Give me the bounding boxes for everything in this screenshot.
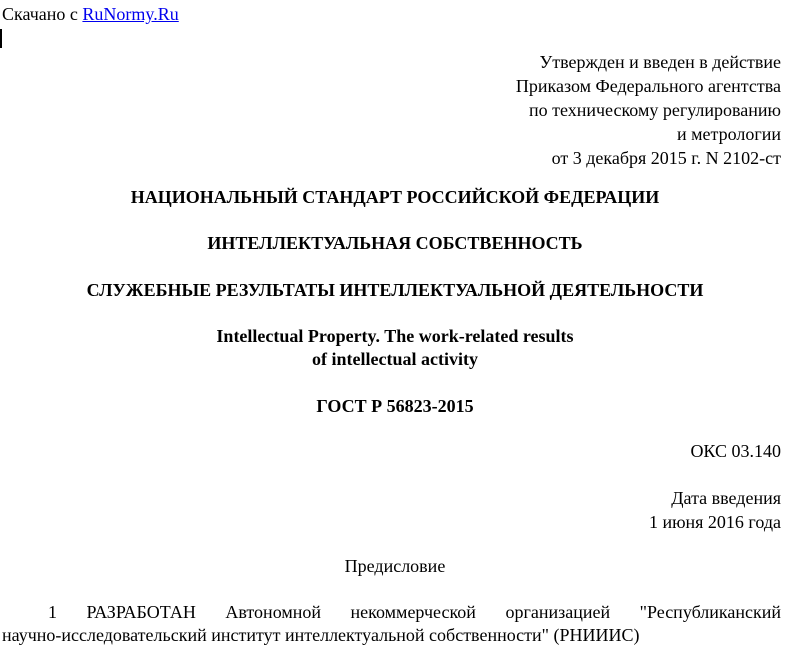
approval-block bbox=[516, 50, 781, 170]
gost-designation: ГОСТ Р 56823-2015 bbox=[316, 396, 474, 416]
download-prefix: Скачано с bbox=[2, 4, 83, 24]
introduction-date-value: 1 июня 2016 года bbox=[648, 512, 781, 532]
preface-paragraph-line: 1 РАЗРАБОТАН Автономной некоммерческой организацией "Республиканский bbox=[48, 602, 781, 622]
text-cursor bbox=[0, 29, 2, 48]
standard-type-title: НАЦИОНАЛЬНЫЙ СТАНДАРТ РОССИЙСКОЙ ФЕДЕРАЦИИ bbox=[130, 187, 660, 207]
preface-paragraph-line: научно-исследовательский институт интеллектуальной собственности" (РНИИИС) bbox=[2, 625, 640, 645]
approval-line: и метрологии bbox=[677, 124, 781, 144]
english-title-line: of intellectual activity bbox=[312, 349, 478, 369]
introduction-date-label: Дата введения bbox=[671, 488, 781, 508]
approval-line: Приказом Федерального агентства bbox=[515, 76, 781, 96]
preface-paragraph bbox=[2, 601, 781, 647]
english-title bbox=[0, 325, 790, 371]
runormy-link[interactable]: RuNormy.Ru bbox=[82, 4, 179, 24]
subject-title: ИНТЕЛЛЕКТУАЛЬНАЯ СОБСТВЕННОСТЬ bbox=[207, 233, 583, 253]
standard-name-title: СЛУЖЕБНЫЕ РЕЗУЛЬТАТЫ ИНТЕЛЛЕКТУАЛЬНОЙ ДЕЯТЕЛЬНОСТИ bbox=[86, 280, 704, 300]
approval-line: Утвержден и введен в действие bbox=[539, 52, 781, 72]
preface-heading: Предисловие bbox=[344, 556, 446, 576]
approval-line: по техническому регулированию bbox=[528, 100, 781, 120]
approval-line: от 3 декабря 2015 г. N 2102-ст bbox=[551, 148, 781, 168]
download-source-line bbox=[2, 3, 179, 25]
introduction-date-block bbox=[649, 486, 781, 534]
english-title-line: Intellectual Property. The work-related results bbox=[216, 326, 574, 346]
oks-code: ОКС 03.140 bbox=[690, 441, 781, 461]
